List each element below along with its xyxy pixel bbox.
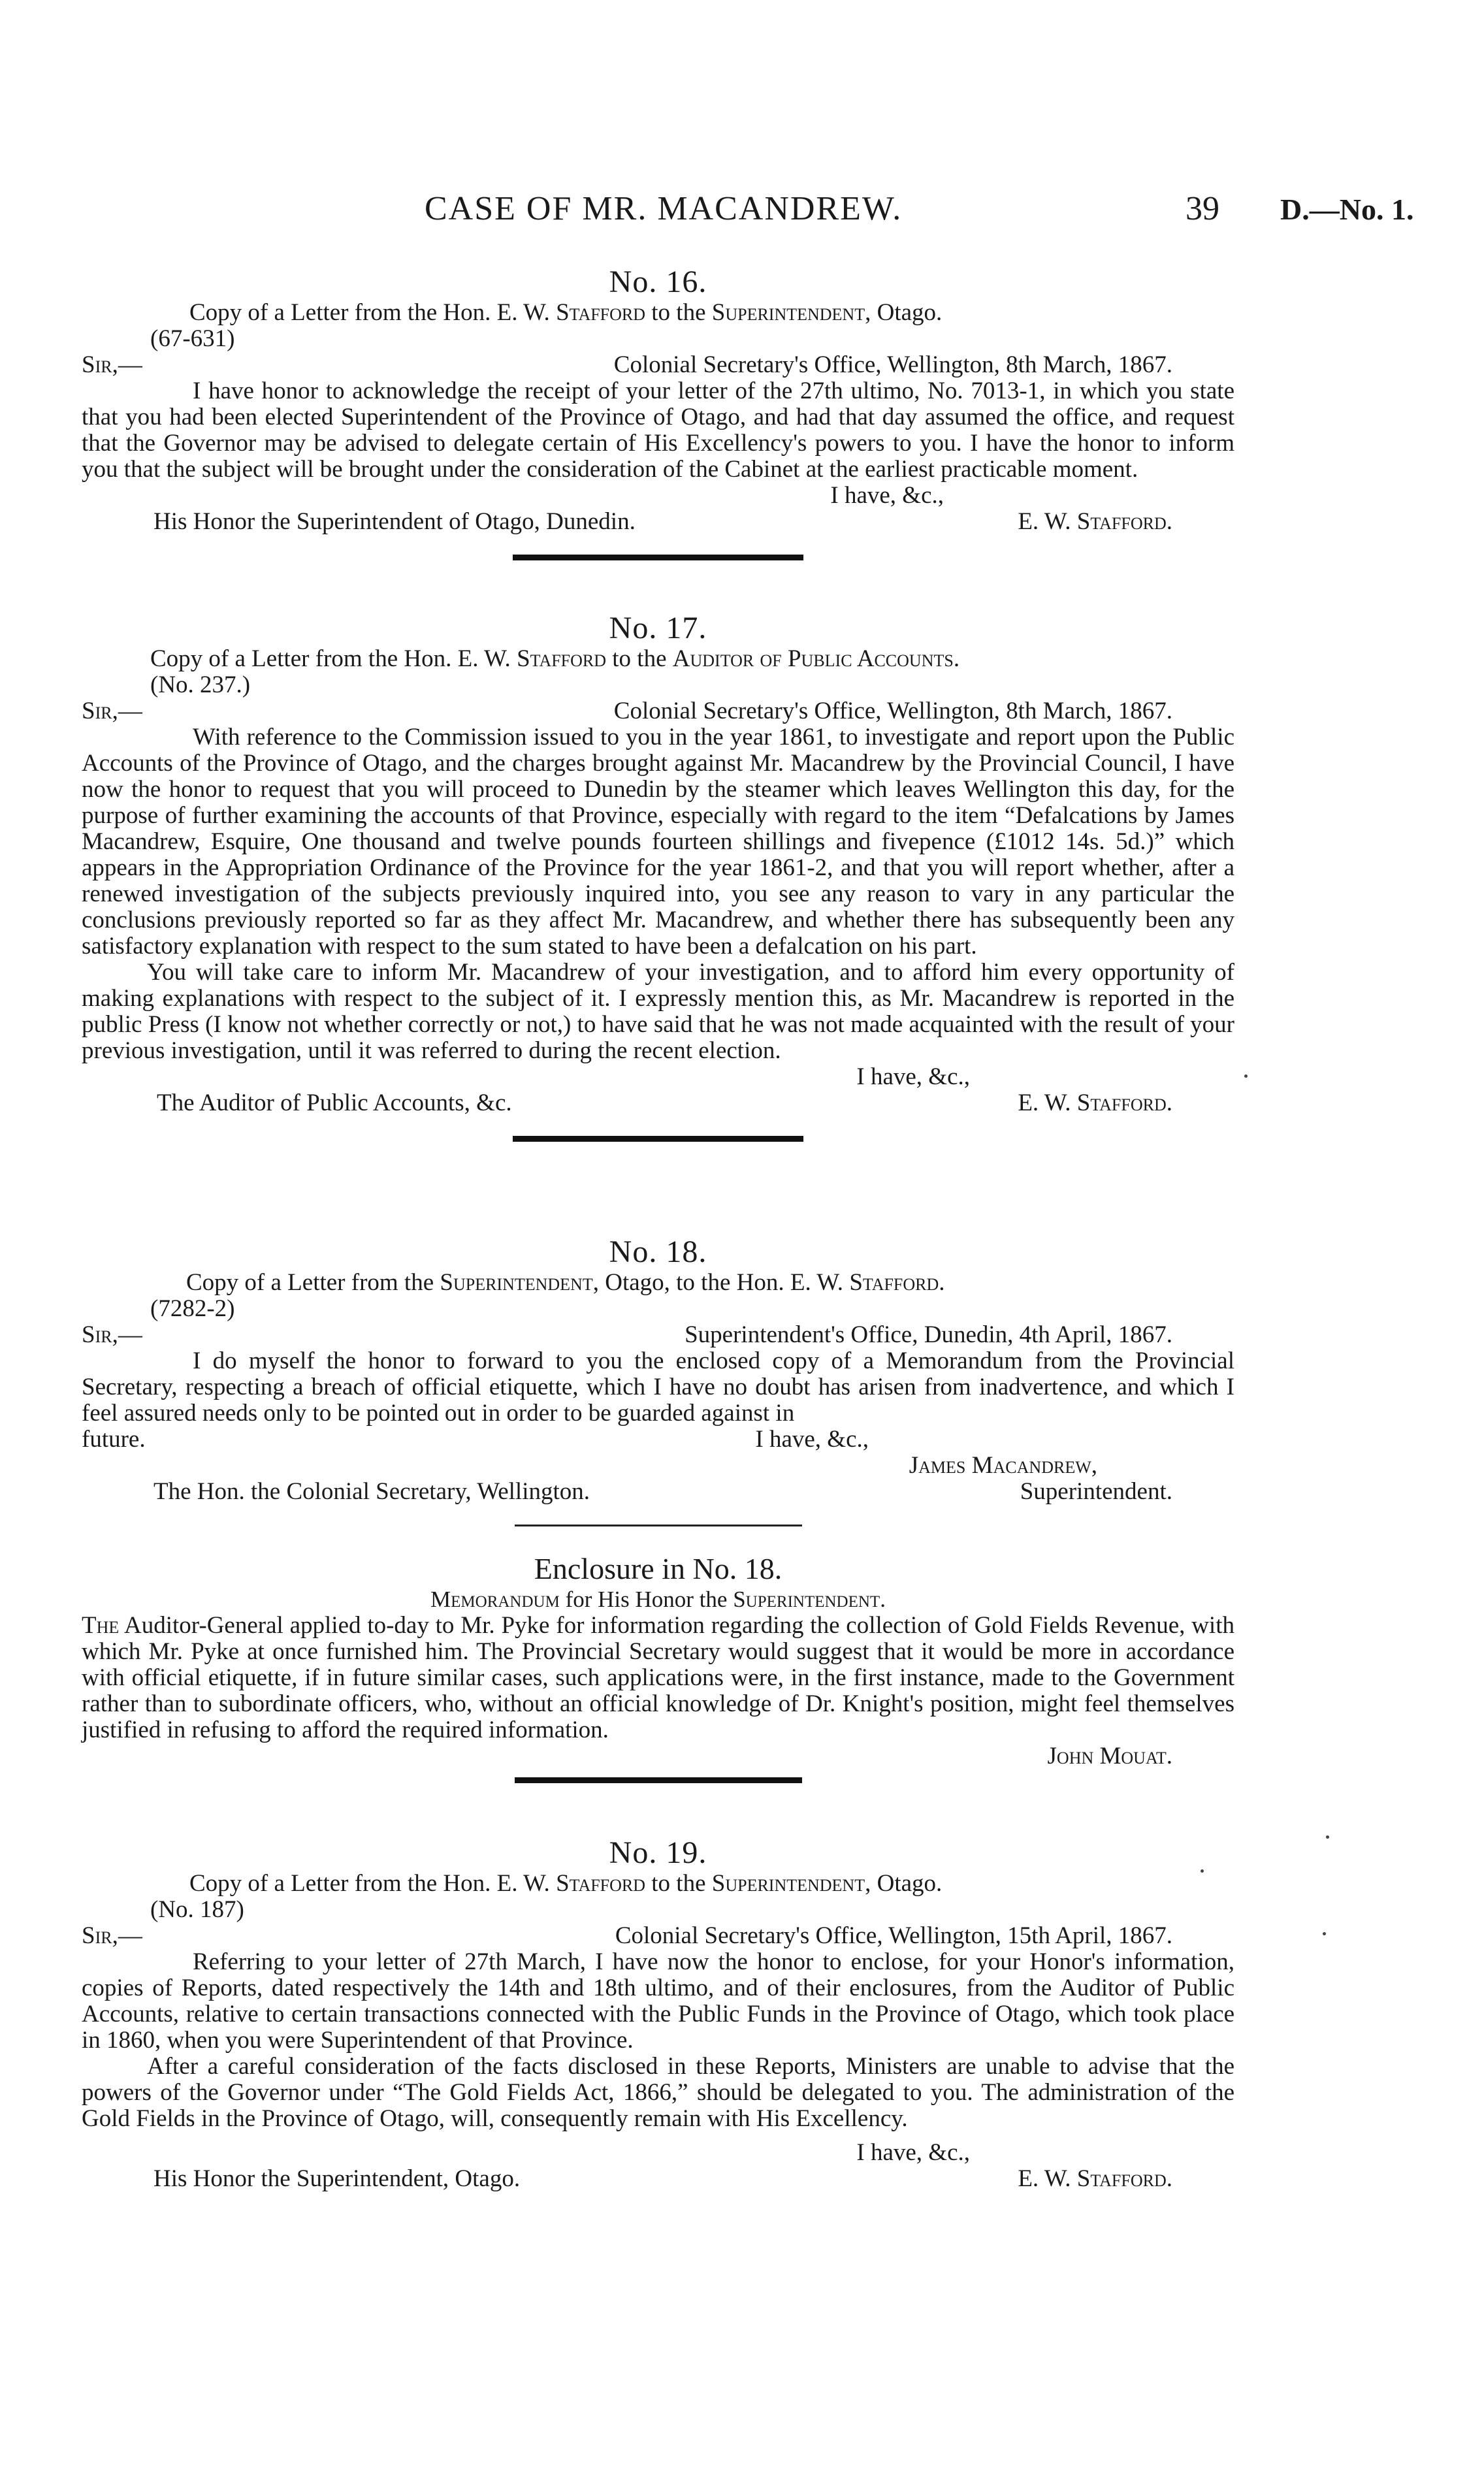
letter-paragraph: I do myself the honor to forward to you the enclosed copy of a Memorandum from the Provincial Secretary, respecting a breach of official etiquette, which I have no doubt has arisen from inadvertence, and which I feel assured needs only to be pointed out in order to be guarded against in: [82, 1348, 1234, 1427]
letter-number: No. 18.: [609, 1235, 707, 1269]
closing: I have, &c.,: [856, 1063, 970, 1090]
salutation-row: [82, 1923, 1234, 1949]
letter-subtitle: Copy of a Letter from the Hon. E. W. Stafford to the Auditor of Public Accounts.: [150, 645, 960, 672]
margin-mark: [1201, 1869, 1204, 1873]
paragraph-last-word: future.: [82, 1426, 146, 1453]
enclosure-18: [82, 1551, 1234, 1792]
letter-number: No. 16.: [609, 265, 707, 299]
dateline: Colonial Secretary's Office, Wellington, 8th March, 1867.: [613, 698, 1172, 724]
salutation-row: [82, 1322, 1234, 1348]
letter-paragraph: After a careful consideration of the facts disclosed in these Reports, Ministers are unable to advise that the powers of the Governor under “The Gold Fields Act, 1866,” should be delegated to you. The administration of the Gold Fields in the Province of Otago, will, consequently remain with His Excellency.: [82, 2053, 1234, 2132]
signature: E. W. Stafford.: [1018, 2165, 1172, 2192]
section-divider: [515, 1525, 802, 1526]
letter-paragraph: With reference to the Commission issued to you in the year 1861, to investigate and report upon the Public Accounts of the Province of Otago, and the charges brought against Mr. Macandrew by the Provincial Council, I have now the honor to request that you will proceed to Dunedin by the steamer which leaves Wellington this day, for the purpose of further examining the accounts of that Province, especially with regard to the item “Defalcations by James Macandrew, Esquire, One thousand and twelve pounds fourteen shillings and fivepence (£1012 14s. 5d.)” which appears in the Appropriation Ordinance of the Province for the year 1861-2, and that you will report whether, after a renewed investigation of the subjects previously inquired into, you see any reason to vary in any particular the conclusions previously reported so far as they affect Mr. Macandrew, and whether there has subsequently been any satisfactory explanation with respect to the sum stated to have been a defalcation on his part.: [82, 724, 1234, 960]
enclosure-title: Enclosure in No. 18.: [534, 1552, 782, 1585]
dateline: Colonial Secretary's Office, Wellington, 8th March, 1867.: [613, 351, 1172, 378]
signature-title: Superintendent.: [1020, 1478, 1172, 1505]
section-divider: [515, 1777, 802, 1783]
signature: John Mouat.: [1047, 1743, 1172, 1769]
closing: I have, &c.,: [856, 2139, 970, 2166]
letter-paragraph: You will take care to inform Mr. Macandrew of your investigation, and to afford him every opportunity of making explanations with respect to the subject of it. I expressly mention this, as Mr. Macandrew is reported in the public Press (I know not whether correctly or not,) to have said that he was not made acquainted with the result of your previous investigation, until it was referred to during the recent election.: [82, 959, 1234, 1064]
section-divider: [513, 555, 803, 560]
page-number: 39: [1186, 190, 1219, 227]
letter-subtitle: Copy of a Letter from the Hon. E. W. Stafford to the Superintendent, Otago.: [189, 1870, 943, 1897]
signature-row: [82, 509, 1234, 535]
salutation: Sir,—: [82, 1922, 142, 1949]
letter-18: [82, 1235, 1234, 1536]
letter-number: No. 17.: [609, 611, 707, 645]
closing: I have, &c.,: [830, 482, 944, 509]
document-code: D.—No. 1.: [1280, 193, 1414, 226]
letter-subtitle: Copy of a Letter from the Superintendent, Otago, to the Hon. E. W. Stafford.: [186, 1269, 945, 1296]
margin-mark: [1244, 1074, 1248, 1078]
page-header: [0, 189, 1484, 242]
salutation-row: [82, 698, 1234, 724]
addressee: His Honor the Superintendent of Otago, Dunedin.: [153, 508, 636, 535]
letter-19: [82, 1835, 1234, 2192]
signature-row: [82, 2166, 1234, 2192]
section-divider: [513, 1136, 803, 1142]
future-closing-row: [82, 1427, 1234, 1453]
addressee: The Hon. the Colonial Secretary, Wellington.: [153, 1478, 590, 1505]
letter-reference: (No. 237.): [150, 671, 251, 698]
memorandum-body: The Auditor-General applied to-day to Mr. Pyke for information regarding the collection of Gold Fields Revenue, with which Mr. Pyke at once furnished him. The Provincial Secretary would suggest that it would be more in accordance with official etiquette, if in future similar cases, such applications were, in the first instance, made to the Government rather than to subordinate officers, who, without an official knowledge of Dr. Knight's position, might feel themselves justified in refusing to afford the required information.: [82, 1612, 1234, 1743]
header-title: CASE OF MR. MACANDREW.: [425, 190, 903, 227]
closing: I have, &c.,: [755, 1426, 869, 1453]
salutation: Sir,—: [82, 1321, 142, 1348]
enclosure-subtitle: Memorandum for His Honor the Superintendent.: [430, 1587, 886, 1612]
letter-subtitle: Copy of a Letter from the Hon. E. W. Stafford to the Superintendent, Otago.: [189, 299, 943, 326]
letter-reference: (No. 187): [150, 1896, 244, 1923]
salutation: Sir,—: [82, 698, 142, 724]
letter-17: [82, 611, 1234, 1151]
addressee: The Auditor of Public Accounts, &c.: [157, 1090, 512, 1116]
signature-row: [82, 1090, 1234, 1116]
dateline: Colonial Secretary's Office, Wellington, 15th April, 1867.: [615, 1922, 1172, 1949]
letter-number: No. 19.: [609, 1835, 707, 1870]
signature: E. W. Stafford.: [1018, 1090, 1172, 1116]
letter-reference: (7282-2): [150, 1295, 235, 1322]
margin-mark: [1323, 1932, 1326, 1935]
signature-row: [82, 1479, 1234, 1505]
salutation: Sir,—: [82, 351, 142, 378]
salutation-row: [82, 352, 1234, 378]
signature: James Macandrew,: [909, 1452, 1097, 1479]
letter-paragraph: Referring to your letter of 27th March, I have now the honor to enclose, for your Honor's information, copies of Reports, dated respectively the 14th and 18th ultimo, and of their enclosures, from the Auditor of Public Accounts, relative to certain transactions connected with the Public Funds in the Province of Otago, which took place in 1860, when you were Superintendent of that Province.: [82, 1948, 1234, 2054]
addressee: His Honor the Superintendent, Otago.: [153, 2165, 521, 2192]
signature: E. W. Stafford.: [1018, 508, 1172, 535]
dateline: Superintendent's Office, Dunedin, 4th April, 1867.: [685, 1321, 1172, 1348]
letter-16: [82, 265, 1234, 570]
margin-mark: [1326, 1835, 1329, 1839]
letter-reference: (67-631): [150, 325, 235, 352]
letter-paragraph: I have honor to acknowledge the receipt of your letter of the 27th ultimo, No. 7013-1, in which you state that you had been elected Superintendent of the Province of Otago, and had that day assumed the office, and request that the Governor may be advised to delegate certain of His Excellency's powers to you. I have the honor to inform you that the subject will be brought under the consideration of the Cabinet at the earliest practicable moment.: [82, 378, 1234, 483]
